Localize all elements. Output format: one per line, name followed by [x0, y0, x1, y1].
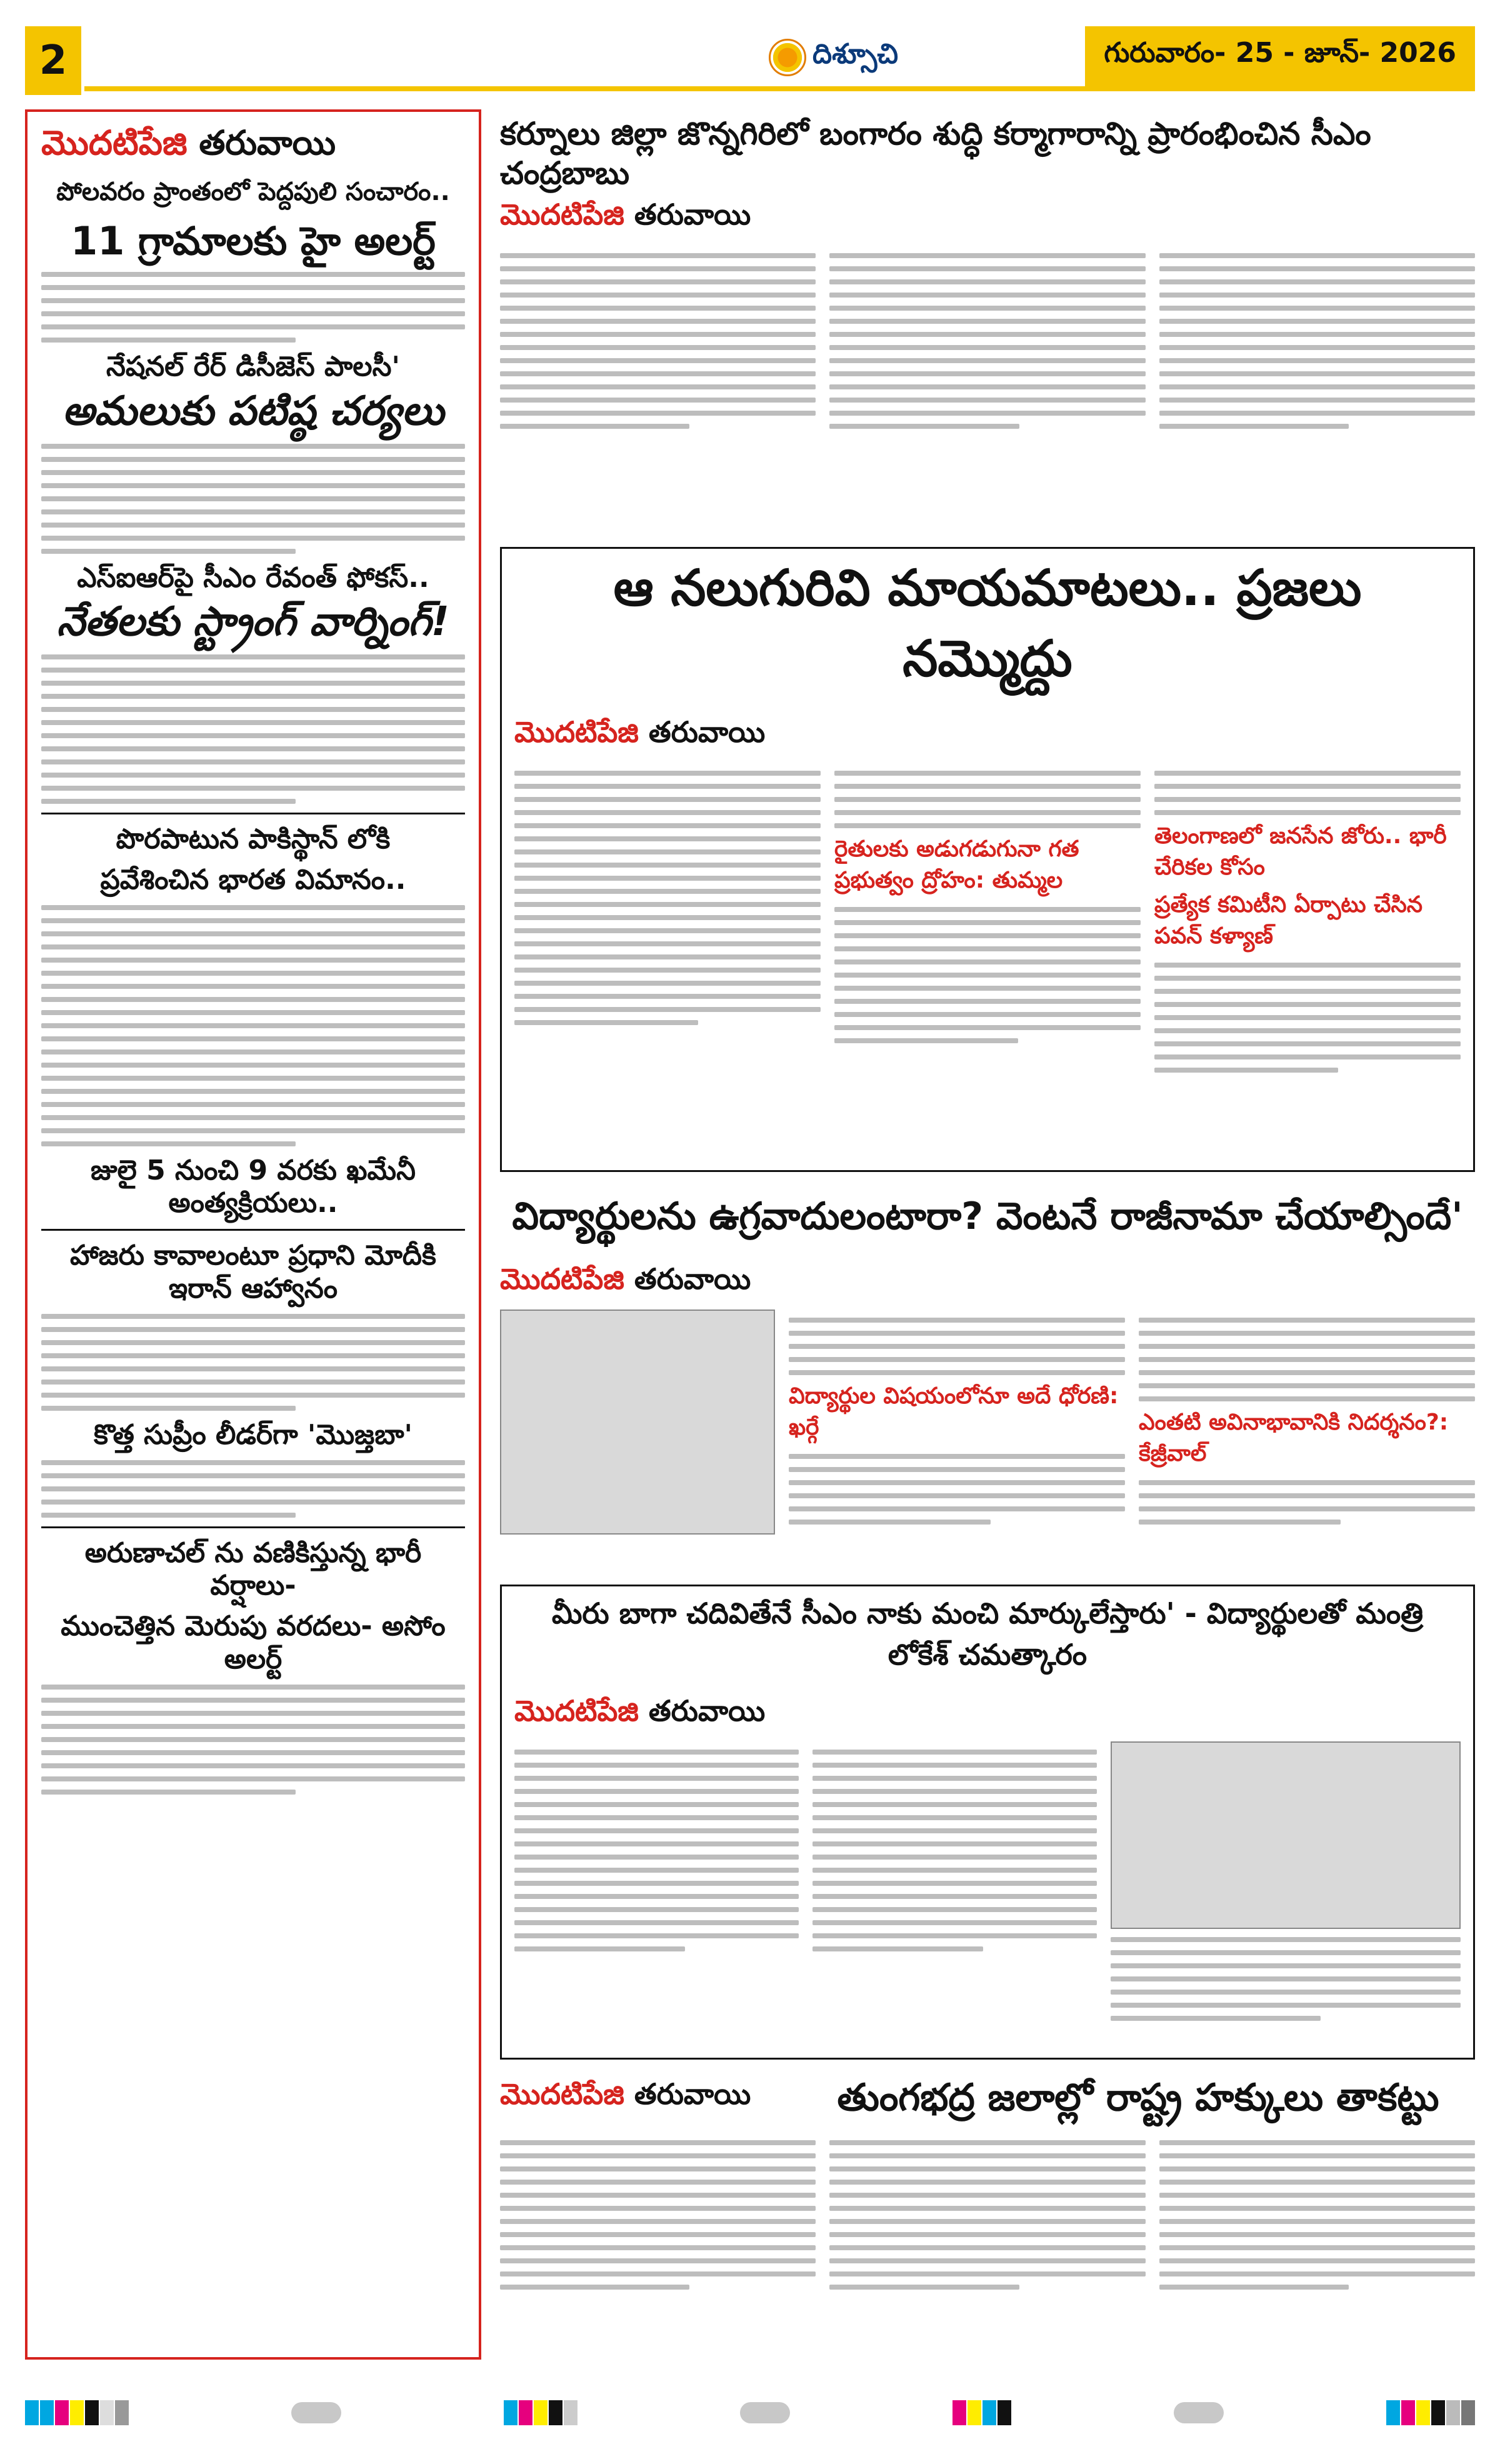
- article-kicker: మొదటిపేజి తరువాయి: [500, 198, 751, 231]
- article-body: [500, 2132, 1475, 2298]
- article-tungabhadra: [500, 2072, 1475, 2372]
- article-kicker: మొదటిపేజి తరువాయి: [514, 1694, 766, 1728]
- headline-mid-4: జులై 5 నుంచి 9 వరకు ఖమేనీ అంత్యక్రియలు..: [91, 1154, 416, 1219]
- text-block: [41, 1314, 465, 1411]
- logo-icon: [769, 39, 806, 76]
- header-rule: [84, 86, 1475, 91]
- date-label: గురువారం- 25 - జూన్- 2026: [1085, 26, 1475, 86]
- text-block: [41, 1685, 465, 1795]
- main-area: [500, 109, 1475, 2360]
- article-kicker: మొదటిపేజి తరువాయి: [500, 1262, 751, 1296]
- subhead: తెలంగాణలో జనసేన జోరు.. భారీ చేరికల కోసం: [1154, 823, 1447, 880]
- headline-mid-1: నేషనల్ రేర్ డిసీజెస్ పాలసీ': [106, 351, 400, 383]
- article-banner: మీరు బాగా చదివితేనే సీఎం నాకు మంచి మార్కులేస్తారు' - విద్యార్థులతో మంత్రి లోకేశ్ చమత్కారం: [551, 1596, 1424, 1671]
- article-banner: విద్యార్థులను ఉగ్రవాదులంటారా? వెంటనే రాజీనామా చేయాల్సిందే': [512, 1194, 1463, 1238]
- subhead: ప్రత్యేక కమిటీని ఏర్పాటు చేసిన పవన్ కళ్యాణ్: [1154, 892, 1423, 949]
- article-four-people: [500, 547, 1475, 1172]
- registration-oval: [291, 2402, 341, 2423]
- headline-2: అమలుకు పటిష్ఠ చర్యలు: [62, 388, 444, 435]
- article-body: [500, 245, 1475, 437]
- text-block: [41, 654, 465, 804]
- subhead: విద్యార్థుల విషయంలోనూ అదే ధోరణి: ఖర్గే: [789, 1383, 1119, 1440]
- article-kicker: మొదటిపేజి తరువాయి: [514, 715, 766, 749]
- cmyk-strip: [504, 2400, 578, 2425]
- cmyk-strip: [952, 2400, 1011, 2425]
- article-banner: తుంగభద్ర జలాల్లో రాష్ట్ర హక్కులు తాకట్టు: [837, 2076, 1439, 2120]
- print-registration-marks: [25, 2397, 1475, 2428]
- headline-mid-2: ఎస్ఐఆర్‌పై సీఎం రేవంత్ ఫోకస్..: [77, 561, 429, 594]
- headline-mid-6: కొత్త సుప్రీం లీడర్‌గా 'మొజ్తబా': [94, 1418, 412, 1451]
- article-body: [500, 1310, 1475, 1535]
- divider: [41, 1526, 465, 1528]
- divider: [41, 1229, 465, 1231]
- article-headline: కర్నూలు జిల్లా జొన్నగిరిలో బంగారం శుద్ధి కర్మాగారాన్ని ప్రారంభించిన సీఎం చంద్రబాబు: [500, 116, 1371, 191]
- article-body: [514, 1741, 1461, 2029]
- headline-3: నేతలకు స్ట్రాంగ్ వార్నింగ్!: [57, 599, 449, 646]
- article-kicker: మొదటిపేజి తరువాయి: [500, 2077, 751, 2111]
- headline-mid-5: హాజరు కావాలంటూ ప్రధాని మోదీకి ఇరాన్ ఆహ్వానం: [70, 1240, 436, 1305]
- logo-text: దిశ్సూచి: [812, 38, 899, 70]
- subhead: రైతులకు అడుగడుగునా గత ప్రభుత్వం ద్రోహం: తుమ్మల: [834, 836, 1079, 893]
- text-block: [41, 444, 465, 554]
- headline-1: 11 గ్రామాలకు హై అలర్ట్: [71, 218, 436, 264]
- masthead-logo: [769, 33, 898, 83]
- article-body: [514, 763, 1461, 1081]
- kicker-red: మొదటిపేజి: [41, 123, 188, 163]
- article-banner: ఆ నలుగురివి మాయమాటలు.. ప్రజలు నమ్మొద్దు: [613, 559, 1362, 688]
- divider: [41, 813, 465, 814]
- headline-mid-7a: అరుణాచల్ ను వణికిస్తున్న భారీ వర్షాలు-: [84, 1536, 422, 1602]
- headline-sub-1: పోలవరం ప్రాంతంలో పెద్దపులి సంచారం..: [56, 178, 450, 206]
- text-block: [41, 1460, 465, 1518]
- left-column: [25, 109, 481, 2360]
- article-photo: [1111, 1741, 1461, 1929]
- left-kicker: [41, 123, 465, 171]
- registration-oval: [1174, 2402, 1224, 2423]
- registration-oval: [740, 2402, 790, 2423]
- subhead: ఎంతటి అవినాభావానికి నిదర్శనం?: కేజ్రీవాల్: [1139, 1410, 1449, 1466]
- headline-mid-3a: పొరపాటున పాకిస్థాన్ లోకి: [116, 823, 391, 856]
- cmyk-strip: [25, 2400, 129, 2425]
- text-block: [41, 905, 465, 1146]
- article-gold-refinery: [500, 109, 1475, 534]
- headline-mid-3b: ప్రవేశించిన భారత విమానం..: [100, 863, 406, 896]
- article-kharge: [500, 1184, 1475, 1572]
- kicker-black: తరువాయి: [199, 123, 336, 163]
- text-block: [41, 272, 465, 343]
- article-lokesh: [500, 1585, 1475, 2060]
- page-header: [25, 26, 1475, 95]
- page-number: 2: [25, 26, 81, 95]
- article-photo: [500, 1310, 775, 1535]
- cmyk-strip: [1386, 2400, 1475, 2425]
- headline-mid-7b: ముంచెత్తిన మెరుపు వరదలు- అసోం అలర్ట్: [61, 1610, 446, 1676]
